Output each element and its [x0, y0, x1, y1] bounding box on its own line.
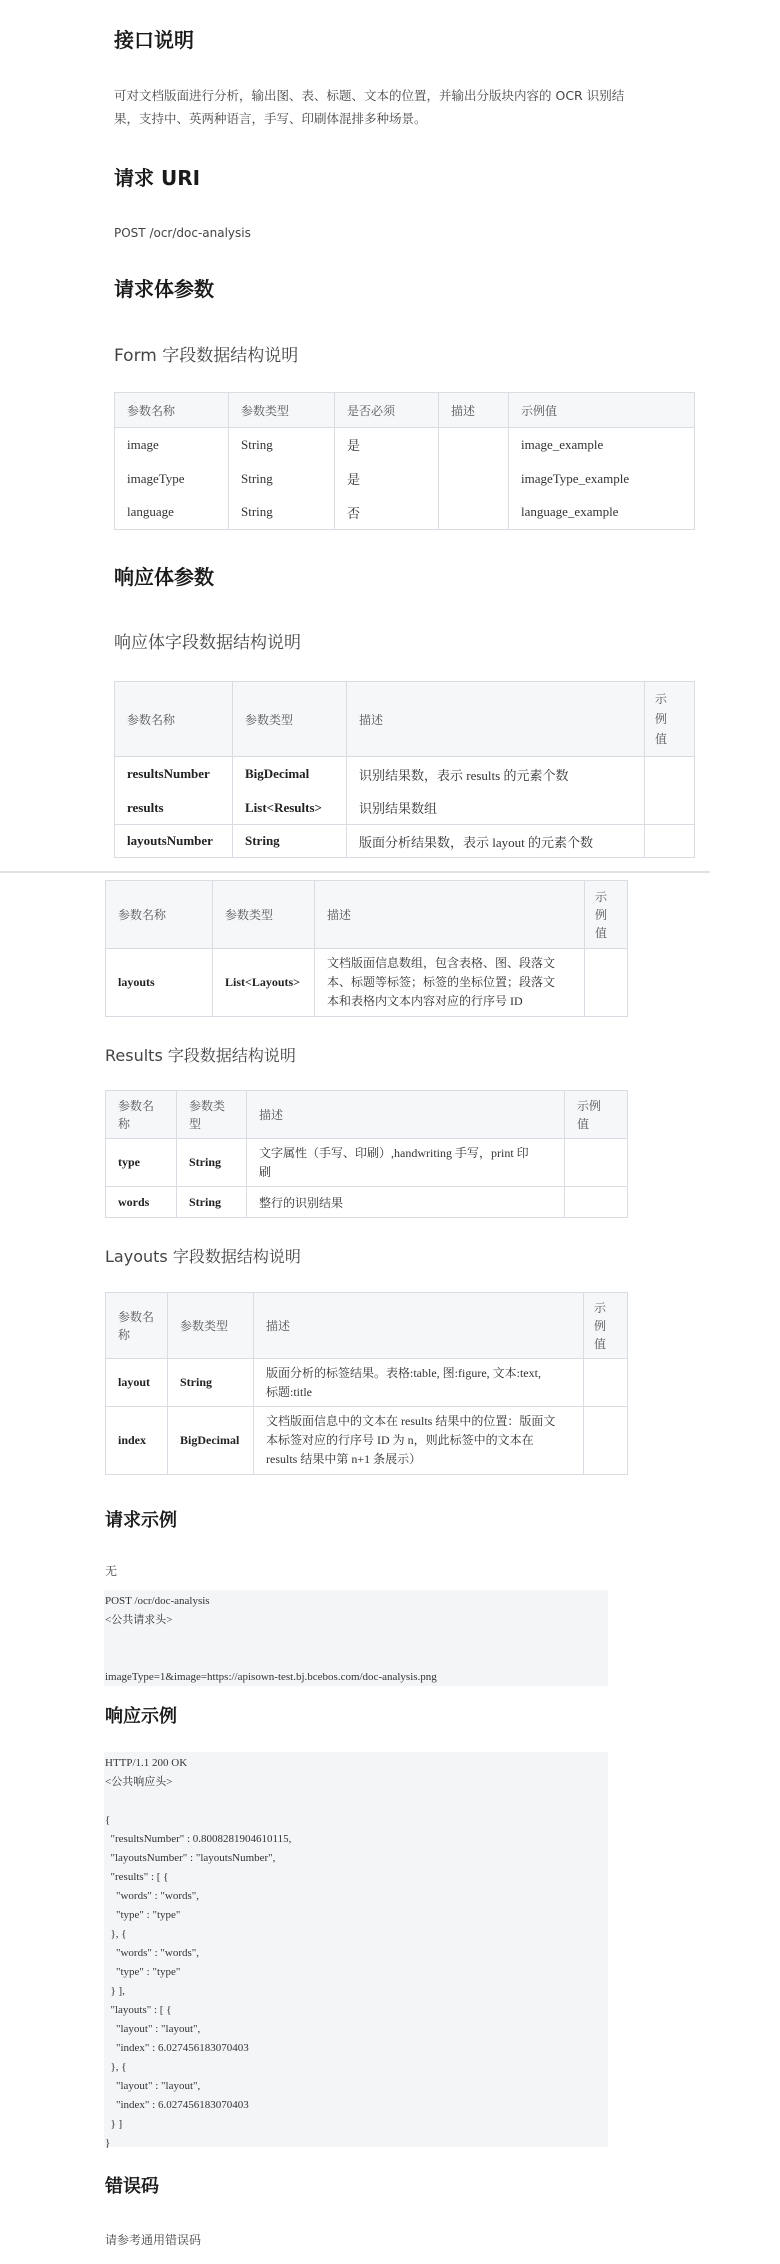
param-type: String — [229, 462, 335, 496]
param-example — [645, 825, 695, 858]
section-title-interface: 接口说明 — [114, 28, 194, 52]
param-desc — [439, 428, 509, 462]
table-row — [115, 825, 695, 858]
col-header-example — [584, 1293, 628, 1359]
header-char: 例 — [595, 907, 608, 922]
param-name: words — [106, 1187, 177, 1218]
header-char: 例 — [655, 712, 668, 726]
param-desc — [439, 462, 509, 496]
table-row — [115, 462, 695, 496]
param-name: type — [106, 1139, 177, 1187]
col-header-example — [565, 1091, 628, 1139]
param-name: results — [115, 792, 233, 825]
header-line: 称 — [118, 1116, 131, 1131]
response-code-block — [104, 1752, 608, 2147]
param-desc — [247, 1139, 565, 1187]
code-line: "type" : "type" — [105, 1909, 181, 1921]
param-name: resultsNumber — [115, 757, 233, 792]
results-params-table — [105, 1090, 628, 1218]
table-row — [106, 1407, 628, 1475]
code-line: { — [105, 1814, 111, 1826]
section-title-response-body: 响应体参数 — [114, 565, 214, 589]
col-header-example — [585, 881, 628, 949]
header-line: 示例 — [577, 1098, 602, 1113]
form-params-table — [114, 392, 695, 530]
header-char: 示 — [595, 889, 608, 904]
results-subtitle: Results 字段数据结构说明 — [105, 1046, 296, 1065]
code-line: "index" : 6.027456183070403 — [105, 2099, 249, 2111]
table-row — [106, 1139, 628, 1187]
param-desc: 识别结果数组 — [347, 792, 645, 825]
uri-value: POST /ocr/doc-analysis — [114, 226, 251, 240]
col-header-type: 参数类型 — [213, 881, 315, 949]
col-header-desc: 描述 — [315, 881, 585, 949]
param-desc: 识别结果数，表示 results 的元素个数 — [347, 757, 645, 792]
header-line: 称 — [118, 1327, 131, 1342]
param-name: layoutsNumber — [115, 825, 233, 858]
desc-line: 本、标题等标签；标签的坐标位置；段落文 — [327, 975, 556, 989]
col-header-desc: 描述 — [347, 682, 645, 757]
error-text: 请参考通用错误码 — [105, 2233, 202, 2247]
param-example: image_example — [509, 428, 695, 462]
col-header-desc: 描述 — [254, 1293, 584, 1359]
code-line: }, { — [105, 1928, 127, 1940]
code-line: imageType=1&image=https://apisown-test.bj.bcebos.com/doc-analysis.png — [105, 1671, 437, 1683]
param-required: 是 — [335, 462, 439, 496]
code-line: "resultsNumber" : 0.8008281904610115, — [105, 1833, 292, 1845]
param-desc — [439, 496, 509, 530]
param-example — [645, 792, 695, 825]
section-title-uri: 请求 URI — [114, 166, 201, 190]
col-header-name: 参数名称 — [106, 881, 213, 949]
code-line: "words" : "words", — [105, 1890, 200, 1902]
param-desc — [254, 1407, 584, 1475]
code-line: } ], — [105, 1985, 125, 1997]
col-header-example: 示例值 — [509, 393, 695, 428]
header-line: 参数名 — [118, 1098, 155, 1113]
desc-line: 文字属性（手写、印刷）,handwriting 手写，print 印 — [259, 1145, 529, 1160]
desc-line: 文档版面信息中的文本在 results 结果中的位置：版面文 — [266, 1414, 556, 1428]
param-name: language — [115, 496, 229, 530]
param-example — [565, 1139, 628, 1187]
col-header-type: 参数类型 — [168, 1293, 254, 1359]
table-row — [106, 1359, 628, 1407]
code-line: "layouts" : [ { — [105, 2004, 172, 2016]
param-example — [584, 1407, 628, 1475]
col-header-name — [106, 1091, 177, 1139]
code-line: }, { — [105, 2061, 127, 2073]
param-type: String — [233, 825, 347, 858]
code-line: } — [105, 2137, 111, 2149]
header-char: 示 — [594, 1300, 607, 1315]
code-line: POST /ocr/doc-analysis — [105, 1595, 210, 1607]
interface-description-line2: 果，支持中、英两种语言，手写、印刷体混排多种场景。 — [114, 111, 427, 126]
param-type: BigDecimal — [168, 1407, 254, 1475]
param-name: layout — [106, 1359, 168, 1407]
header-char: 值 — [595, 925, 608, 940]
page-break-divider — [0, 871, 710, 873]
param-type: String — [229, 496, 335, 530]
col-header-type — [177, 1091, 247, 1139]
section-title-request-example: 请求示例 — [105, 1510, 177, 1531]
desc-line: 标题:title — [266, 1384, 312, 1399]
header-line: 参数名 — [118, 1309, 155, 1324]
desc-line: 本和表格内文本内容对应的行序号 ID — [327, 994, 523, 1008]
code-line: "results" : [ { — [105, 1871, 169, 1883]
param-desc: 整行的识别结果 — [247, 1187, 565, 1218]
desc-line: results 结果中第 n+1 条展示） — [266, 1452, 422, 1466]
section-title-request-body: 请求体参数 — [114, 277, 214, 301]
header-line: 型 — [189, 1116, 202, 1131]
response-params-table-continued — [105, 880, 628, 1017]
request-example-none: 无 — [105, 1564, 118, 1578]
param-example — [565, 1187, 628, 1218]
table-row — [106, 1187, 628, 1218]
col-header-name: 参数名称 — [115, 393, 229, 428]
param-example: language_example — [509, 496, 695, 530]
param-desc: 版面分析结果数，表示 layout 的元素个数 — [347, 825, 645, 858]
col-header-type: 参数类型 — [229, 393, 335, 428]
code-line: "layout" : "layout", — [105, 2080, 201, 2092]
param-desc — [254, 1359, 584, 1407]
col-header-type: 参数类型 — [233, 682, 347, 757]
param-name: image — [115, 428, 229, 462]
col-header-name: 参数名称 — [115, 682, 233, 757]
header-line: 参数类 — [189, 1098, 226, 1113]
code-line: <公共响应头> — [105, 1776, 173, 1788]
interface-description-line1: 可对文档版面进行分析，输出图、表、标题、文本的位置，并输出分版块内容的 OCR 识别结 — [114, 88, 625, 103]
col-header-desc: 描述 — [247, 1091, 565, 1139]
header-line: 值 — [577, 1116, 590, 1131]
param-type: List<Layouts> — [213, 949, 315, 1017]
section-title-error: 错误码 — [105, 2176, 159, 2197]
code-line: <公共请求头> — [105, 1614, 173, 1626]
param-name: layouts — [106, 949, 213, 1017]
response-params-table — [114, 681, 695, 858]
code-line: "words" : "words", — [105, 1947, 200, 1959]
col-header-required: 是否必须 — [335, 393, 439, 428]
param-required: 否 — [335, 496, 439, 530]
header-char: 示 — [655, 692, 668, 706]
code-line: "layoutsNumber" : "layoutsNumber", — [105, 1852, 276, 1864]
table-row — [115, 428, 695, 462]
desc-line: 文档版面信息数组，包含表格、图、段落文 — [327, 956, 556, 970]
table-row — [106, 949, 628, 1017]
param-type: String — [229, 428, 335, 462]
header-char: 值 — [594, 1336, 607, 1351]
table-row — [115, 757, 695, 792]
param-name: index — [106, 1407, 168, 1475]
header-char: 值 — [655, 732, 668, 746]
code-line: "type" : "type" — [105, 1966, 181, 1978]
response-subtitle: 响应体字段数据结构说明 — [114, 633, 301, 653]
layouts-subtitle: Layouts 字段数据结构说明 — [105, 1247, 301, 1266]
param-example — [584, 1359, 628, 1407]
param-type: List<Results> — [233, 792, 347, 825]
param-required: 是 — [335, 428, 439, 462]
param-type: String — [177, 1187, 247, 1218]
form-subtitle: Form 字段数据结构说明 — [114, 346, 299, 366]
col-header-example — [645, 682, 695, 757]
code-line: "index" : 6.027456183070403 — [105, 2042, 249, 2054]
param-type: String — [177, 1139, 247, 1187]
param-example — [645, 757, 695, 792]
desc-line: 版面分析的标签结果。表格:table, 图:figure, 文本:text, — [266, 1365, 541, 1380]
desc-line: 刷 — [259, 1164, 272, 1179]
param-name: imageType — [115, 462, 229, 496]
table-row — [115, 496, 695, 530]
param-type: String — [168, 1359, 254, 1407]
param-type: BigDecimal — [233, 757, 347, 792]
param-example: imageType_example — [509, 462, 695, 496]
table-row — [115, 792, 695, 825]
col-header-desc: 描述 — [439, 393, 509, 428]
col-header-name — [106, 1293, 168, 1359]
request-code-block — [104, 1590, 608, 1686]
code-line: "layout" : "layout", — [105, 2023, 201, 2035]
param-desc — [315, 949, 585, 1017]
param-example — [585, 949, 628, 1017]
layouts-params-table — [105, 1292, 628, 1475]
code-line: } ] — [105, 2118, 123, 2130]
header-char: 例 — [594, 1318, 607, 1333]
section-title-response-example: 响应示例 — [105, 1706, 177, 1727]
code-line: HTTP/1.1 200 OK — [105, 1757, 188, 1769]
desc-line: 本标签对应的行序号 ID 为 n，则此标签中的文本在 — [266, 1433, 534, 1447]
